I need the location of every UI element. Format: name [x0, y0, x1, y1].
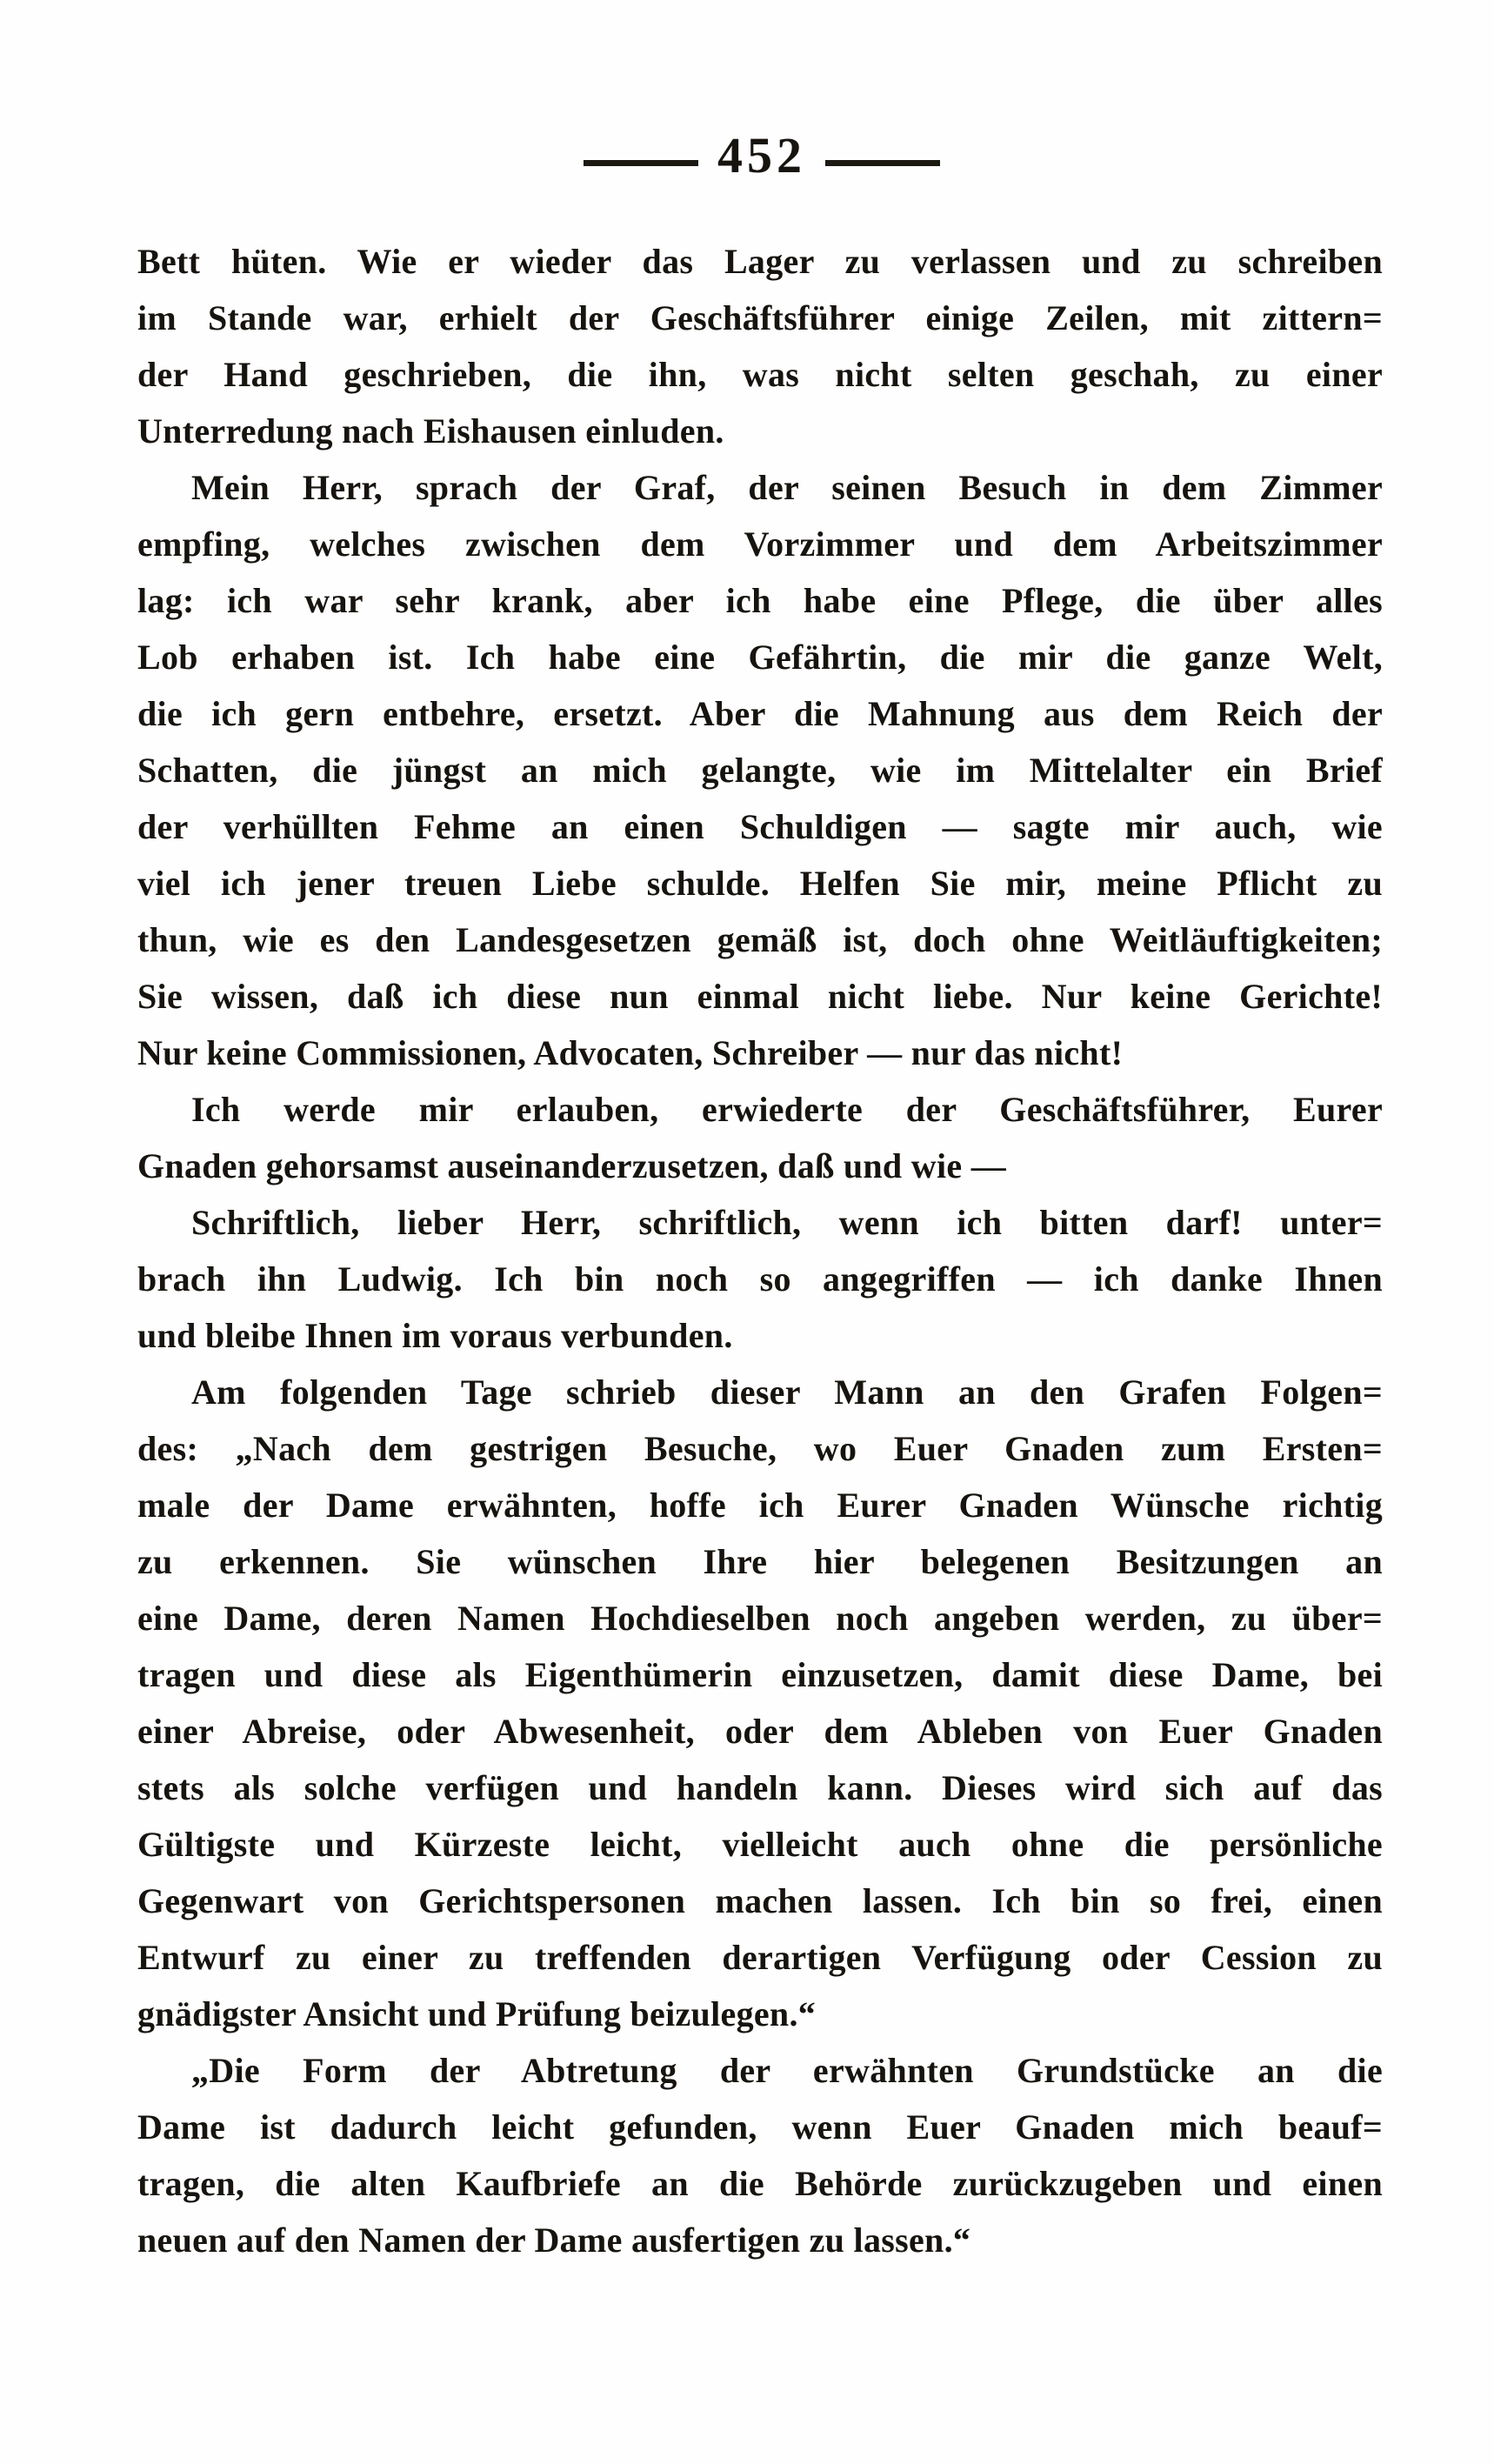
text-line: Gnaden gehorsamst auseinanderzusetzen, daß und wie — — [137, 1146, 1007, 1185]
text-line: tragen, die alten Kaufbriefe an die Behörde zurückzugeben und einen — [137, 2164, 1383, 2203]
text-line: und bleibe Ihnen im voraus verbunden. — [137, 1316, 733, 1355]
text-line: Ich werde mir erlauben, erwiederte der Geschäftsführer, Eurer — [191, 1090, 1383, 1129]
text-line: die ich gern entbehre, ersetzt. Aber die Mahnung aus dem Reich der — [137, 694, 1383, 733]
text-line: Dame ist dadurch leicht gefunden, wenn Euer Gnaden mich beauf= — [137, 2107, 1383, 2147]
text-line: „Die Form der Abtretung der erwähnten Grundstücke an die — [191, 2051, 1383, 2090]
text-line: im Stande war, erhielt der Geschäftsführer einige Zeilen, mit zittern= — [137, 298, 1383, 337]
text-line: Nur keine Commissionen, Advocaten, Schreiber — nur das nicht! — [137, 1033, 1124, 1072]
text-line: Schriftlich, lieber Herr, schriftlich, wenn ich bitten darf! unter= — [191, 1203, 1383, 1242]
text-line: Gegenwart von Gerichtspersonen machen lassen. Ich bin so frei, einen — [137, 1881, 1383, 1920]
text-line: Lob erhaben ist. Ich habe eine Gefährtin, die mir die ganze Welt, — [137, 638, 1383, 677]
text-line: neuen auf den Namen der Dame ausfertigen zu lassen.“ — [137, 2220, 971, 2260]
text-line: brach ihn Ludwig. Ich bin noch so angegriffen — ich danke Ihnen — [137, 1259, 1383, 1299]
text-line: einer Abreise, oder Abwesenheit, oder dem Ableben von Euer Gnaden — [137, 1712, 1383, 1751]
text-line: thun, wie es den Landesgesetzen gemäß ist, doch ohne Weitläuftigkeiten; — [137, 920, 1383, 959]
text-block — [137, 233, 1383, 2268]
text-line: tragen und diese als Eigenthümerin einzusetzen, damit diese Dame, bei — [137, 1655, 1383, 1694]
text-line: lag: ich war sehr krank, aber ich habe eine Pflege, die über alles — [137, 581, 1383, 620]
text-line: gnädigster Ansicht und Prüfung beizulegen.“ — [137, 1994, 817, 2033]
text-line: der Hand geschrieben, die ihn, was nicht selten geschah, zu einer — [137, 355, 1383, 394]
text-line: des: „Nach dem gestrigen Besuche, wo Euer Gnaden zum Ersten= — [137, 1429, 1383, 1468]
text-line: stets als solche verfügen und handeln kann. Dieses wird sich auf das — [137, 1768, 1383, 1807]
page-number: 452 — [717, 127, 806, 184]
text-line: Entwurf zu einer zu treffenden derartigen Verfügung oder Cession zu — [137, 1938, 1383, 1977]
text-line: zu erkennen. Sie wünschen Ihre hier belegenen Besitzungen an — [137, 1542, 1383, 1581]
text-line: Am folgenden Tage schrieb dieser Mann an den Grafen Folgen= — [191, 1372, 1383, 1412]
header-rule-right — [825, 160, 940, 166]
text-line: Bett hüten. Wie er wieder das Lager zu verlassen und zu schreiben — [137, 242, 1383, 281]
text-line: Schatten, die jüngst an mich gelangte, wie im Mittelalter ein Brief — [137, 751, 1383, 790]
text-line: der verhüllten Fehme an einen Schuldigen — sagte mir auch, wie — [137, 807, 1383, 846]
text-line: viel ich jener treuen Liebe schulde. Helfen Sie mir, meine Pflicht zu — [137, 864, 1383, 903]
text-line: male der Dame erwähnten, hoffe ich Eurer Gnaden Wünsche richtig — [137, 1486, 1383, 1525]
text-line: eine Dame, deren Namen Hochdieselben noch angeben werden, zu über= — [137, 1599, 1383, 1638]
text-line: Sie wissen, daß ich diese nun einmal nicht liebe. Nur keine Gerichte! — [137, 977, 1383, 1016]
text-line: Unterredung nach Eishausen einluden. — [137, 411, 724, 451]
text-line: empfing, welches zwischen dem Vorzimmer und dem Arbeitszimmer — [137, 524, 1383, 564]
header-rule-left — [584, 160, 698, 166]
text-line: Mein Herr, sprach der Graf, der seinen Besuch in dem Zimmer — [191, 468, 1383, 507]
text-line: Gültigste und Kürzeste leicht, vielleicht auch ohne die persönliche — [137, 1825, 1383, 1864]
running-head — [139, 127, 1384, 184]
